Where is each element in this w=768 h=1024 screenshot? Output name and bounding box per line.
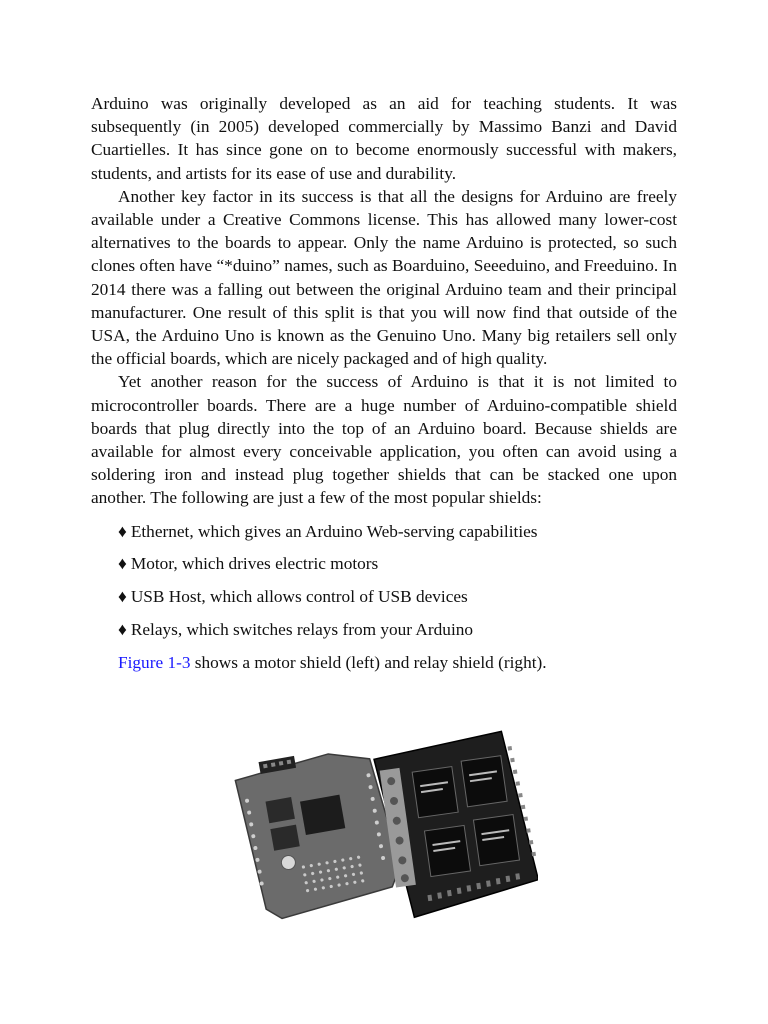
list-item-text: Ethernet, which gives an Arduino Web-serving capabilities xyxy=(130,521,538,541)
paragraph-shields: Yet another reason for the success of Arduino is that it is not limited to microcontroller boards. There are a huge number of Arduino-compatible shield boards that plug directly into the top of an Arduino board. Because shields are available for almost every conceivable application, you often can avoid using a soldering iron and instead plug together shields that can be stacked one upon another. The following are just a few of the most popular shields: xyxy=(91,372,677,508)
list-item-text: Relays, which switches relays from your Arduino xyxy=(130,620,474,640)
list-item-text: USB Host, which allows control of USB devices xyxy=(130,587,468,607)
figure-link[interactable]: Figure 1-3 xyxy=(118,652,191,672)
figure-shields-photo xyxy=(232,730,538,920)
list-item xyxy=(118,618,677,641)
diamond-bullet-icon: ♦ xyxy=(118,554,127,574)
list-item xyxy=(118,585,677,608)
relay-shield-image xyxy=(373,730,538,920)
diamond-bullet-icon: ♦ xyxy=(118,587,127,607)
diamond-bullet-icon: ♦ xyxy=(118,620,127,640)
paragraph-intro: Arduino was originally developed as an aid for teaching students. It was subsequently (in 2005) developed commercially by Massimo Banzi and David Cuartielles. It has since gone on to become enormously successful with makers, students, and artists for its ease of use and durability. xyxy=(91,94,677,183)
figure-reference-text: shows a motor shield (left) and relay shield (right). xyxy=(190,652,547,672)
list-item xyxy=(118,552,677,575)
diamond-bullet-icon: ♦ xyxy=(118,521,127,541)
figure-reference-line xyxy=(91,651,677,674)
paragraph-creative-commons: Another key factor in its success is that all the designs for Arduino are freely available under a Creative Commons license. This has allowed many lower-cost alternatives to the boards to appear. Only the name Arduino is protected, so such clones often have “*duino” names, such as Boarduino, Seeeduino, and Freeduino. In 2014 there was a falling out between the original Arduino team and their principal manufacturer. One result of this split is that you will now find that outside of the USA, the Arduino Uno is known as the Genuino Uno. Many big retailers sell only the official boards, which are nicely packaged and of high quality. xyxy=(91,186,677,369)
page-body xyxy=(91,92,677,674)
list-item xyxy=(118,520,677,543)
list-item-text: Motor, which drives electric motors xyxy=(130,554,379,574)
shield-list xyxy=(91,520,677,642)
